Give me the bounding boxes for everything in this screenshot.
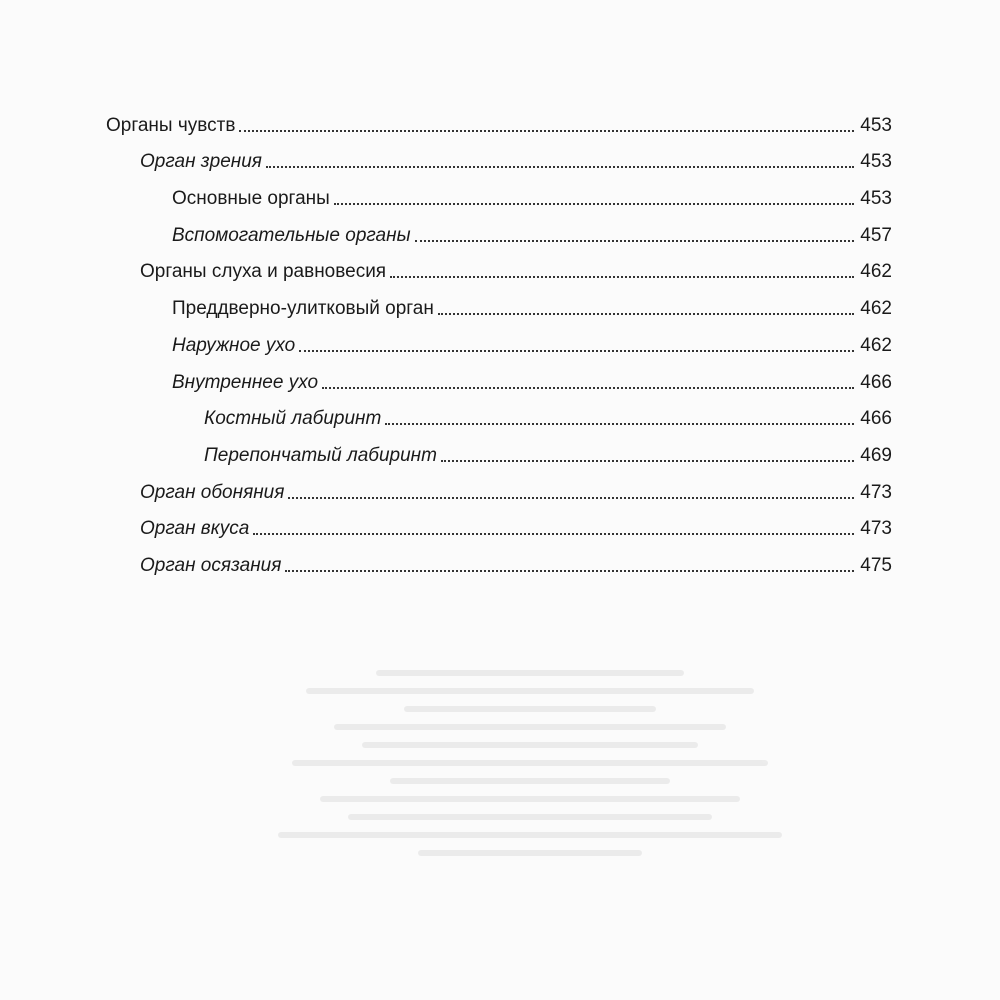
toc-entry [106, 141, 892, 178]
dot-leader [285, 570, 854, 572]
toc-entry-page: 466 [860, 408, 892, 430]
toc-entry [106, 361, 892, 398]
toc-entry [106, 544, 892, 581]
toc-entry-title: Основные органы [172, 188, 330, 210]
toc-entry-page: 475 [860, 554, 892, 576]
dot-leader [415, 240, 855, 242]
toc-entry [106, 287, 892, 324]
toc-entry-title: Костный лабиринт [204, 408, 382, 430]
dot-leader [438, 313, 854, 315]
toc-entry [106, 177, 892, 214]
dot-leader [322, 387, 854, 389]
toc-entry [106, 508, 892, 545]
show-through-text [250, 670, 810, 990]
toc-entry-page: 453 [860, 151, 892, 173]
toc-entry-title: Вспомогательные органы [172, 224, 411, 246]
toc-entry-title: Орган вкуса [140, 518, 250, 540]
toc-entry-title: Органы чувств [106, 114, 236, 136]
toc-entry-title: Преддверно-улитковый орган [172, 298, 434, 320]
dot-leader [385, 423, 854, 425]
toc-entry-page: 473 [860, 518, 892, 540]
dot-leader [266, 166, 854, 168]
toc-entry-page: 469 [860, 444, 892, 466]
dot-leader [390, 276, 854, 278]
dot-leader [299, 350, 854, 352]
toc-entry-page: 462 [860, 298, 892, 320]
toc-entry-page: 473 [860, 481, 892, 503]
dot-leader [253, 533, 854, 535]
toc-entry-title: Органы слуха и равновесия [140, 261, 387, 283]
toc-entry-page: 453 [860, 188, 892, 210]
toc-entry-title: Перепончатый лабиринт [204, 444, 437, 466]
toc-entry [106, 251, 892, 288]
toc-entry-page: 457 [860, 224, 892, 246]
toc-entry [106, 471, 892, 508]
dot-leader [288, 497, 854, 499]
toc-entry-title: Внутреннее ухо [172, 371, 319, 393]
dot-leader [441, 460, 854, 462]
toc-entry-title: Орган осязания [140, 554, 282, 576]
toc-entry-title: Наружное ухо [172, 334, 296, 356]
toc-entry [106, 104, 892, 141]
toc-entry-title: Орган обоняния [140, 481, 285, 503]
toc-entry-page: 462 [860, 261, 892, 283]
toc-entry-page: 462 [860, 334, 892, 356]
toc-entry [106, 398, 892, 435]
dot-leader [239, 130, 854, 132]
toc-entry [106, 214, 892, 251]
toc-entry-title: Орган зрения [140, 151, 262, 173]
toc-entry-page: 466 [860, 371, 892, 393]
dot-leader [334, 203, 855, 205]
toc-entry [106, 324, 892, 361]
toc-entry [106, 434, 892, 471]
toc-entry-page: 453 [860, 114, 892, 136]
table-of-contents [106, 104, 892, 581]
